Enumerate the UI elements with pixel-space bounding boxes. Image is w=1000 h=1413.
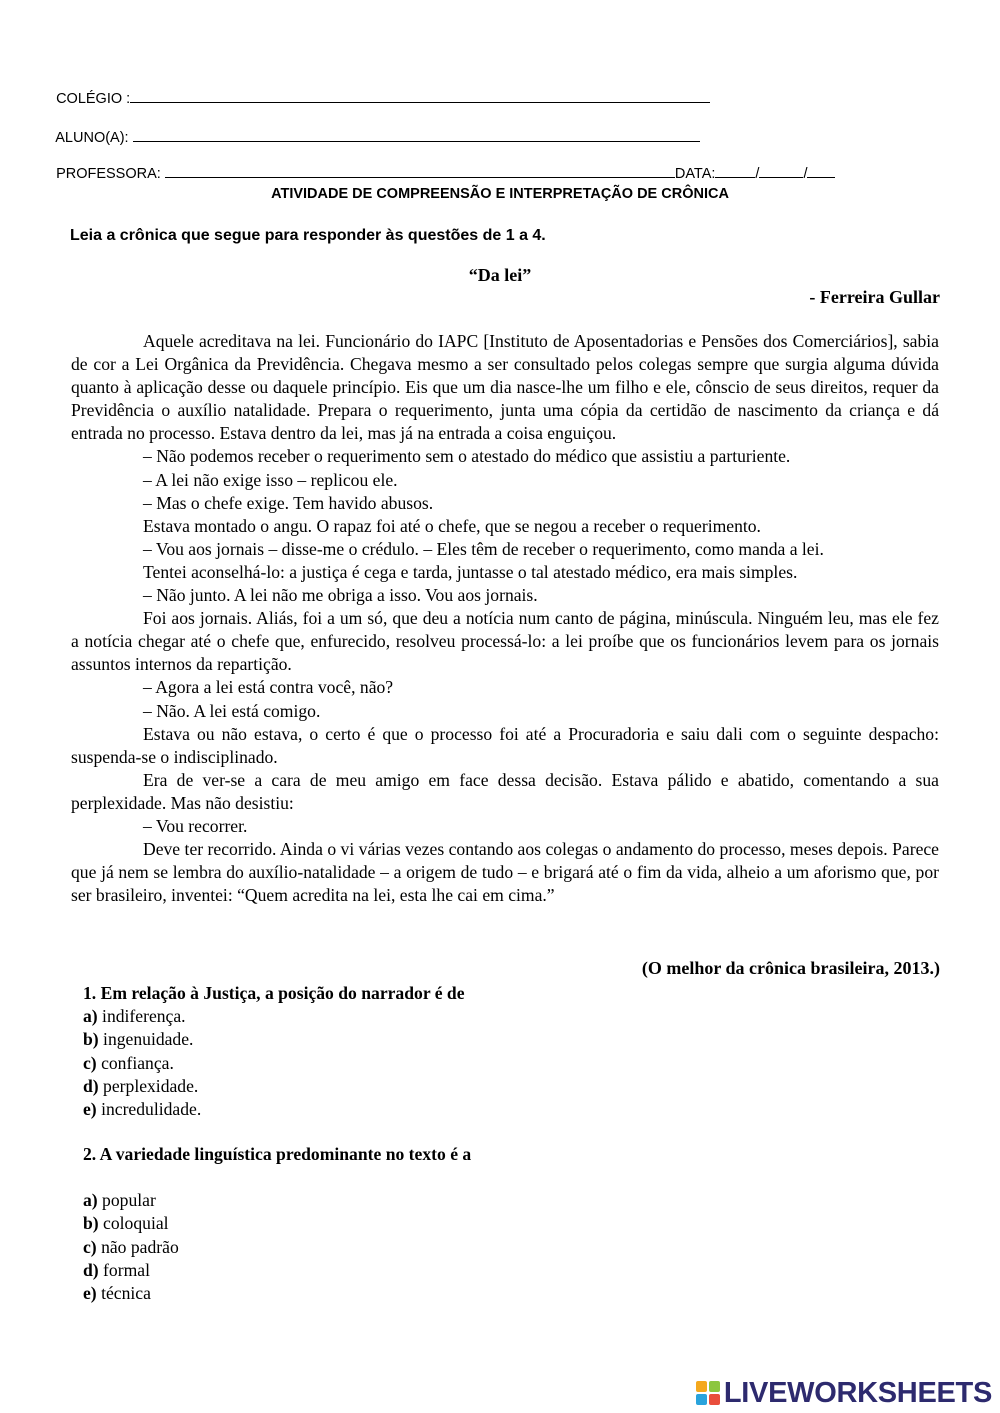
option-text: coloquial	[98, 1213, 169, 1234]
option-letter: a)	[83, 1190, 98, 1211]
question-stem: 2. A variedade linguística predominante no texto é a	[83, 1144, 472, 1164]
logo-text: LIVEWORKSHEETS	[723, 1376, 992, 1409]
option-text: técnica	[96, 1283, 151, 1304]
option-text: ingenuidade.	[98, 1029, 194, 1050]
chronicle-paragraph: – Não podemos receber o requerimento sem o atestado do médico que assistiu a parturiente.	[143, 446, 791, 467]
option-e[interactable]	[83, 1282, 471, 1305]
option-d[interactable]	[83, 1075, 465, 1098]
chronicle-paragraph: – A lei não exige isso – replicou ele.	[143, 469, 398, 490]
chronicle-title: “Da lei”	[468, 265, 532, 285]
chronicle-paragraph: Era de ver-se a cara de meu amigo em face dessa decisão. Estava pálido e abatido, comentando a sua perplexidade. Mas não desistiu:	[71, 769, 939, 813]
date-label: DATA:	[674, 166, 716, 182]
student-label: ALUNO(A):	[55, 130, 129, 146]
option-letter: d)	[83, 1259, 99, 1280]
logo-tile	[696, 1381, 707, 1392]
chronicle-paragraph: – Não. A lei está comigo.	[143, 700, 321, 721]
option-letter: c)	[83, 1052, 97, 1073]
option-text: popular	[97, 1190, 156, 1211]
option-text: incredulidade.	[96, 1099, 202, 1120]
date-day-blank[interactable]	[715, 164, 755, 178]
chronicle-paragraph: Foi aos jornais. Aliás, foi a um só, que deu a notícia num canto de página, minúscula. Ninguém leu, mas ele fez a notícia chegar até o chefe que, enfurecido, resolveu processá-lo: a lei proíbe que os funcionários levem para os jornais assuntos internos da repartição.	[71, 608, 939, 675]
student-field	[48, 112, 700, 146]
chronicle-paragraph: – Vou aos jornais – disse-me o crédulo. – Eles têm de receber o requerimento, como manda a lei.	[143, 538, 824, 559]
chronicle-paragraph: – Agora a lei está contra você, não?	[143, 677, 394, 698]
chronicle-paragraph: Deve ter recorrido. Ainda o vi várias vezes contando aos colegas o andamento do processo, meses depois. Parece que já nem se lembra do auxílio-natalidade – a origem de tudo – e brigará até o fim da vida, alheio a um aforismo que, por ser brasileiro, inventei: “Quem acredita na lei, esta lhe cai em cima.”	[71, 839, 939, 906]
option-text: confiança.	[96, 1052, 174, 1073]
logo-tile	[709, 1381, 720, 1392]
option-letter: e)	[83, 1283, 97, 1304]
question-stem: 1. Em relação à Justiça, a posição do narrador é de	[83, 983, 465, 1003]
chronicle-body	[71, 330, 939, 907]
liveworksheets-logo[interactable]	[696, 1376, 992, 1410]
option-letter: c)	[83, 1236, 97, 1257]
option-a[interactable]	[83, 1005, 465, 1028]
chronicle-author: - Ferreira Gullar	[809, 287, 940, 307]
chronicle-source: (O melhor da crônica brasileira, 2013.)	[641, 958, 940, 978]
chronicle-paragraph: Estava ou não estava, o certo é que o processo foi até a Procuradoria e saiu dali com o seguinte despacho: suspenda-se o indisciplinado.	[71, 723, 939, 767]
activity-title: ATIVIDADE DE COMPREENSÃO E INTERPRETAÇÃO DE CRÔNICA	[271, 186, 729, 202]
school-label: COLÉGIO :	[56, 91, 131, 107]
chronicle-paragraph: Tentei aconselhá-lo: a justiça é cega e tarda, juntasse o tal atestado médico, era mais simples.	[143, 561, 798, 582]
school-field	[48, 73, 710, 107]
logo-mark-icon	[696, 1381, 720, 1405]
option-b[interactable]	[83, 1028, 465, 1051]
chronicle-paragraph: Estava montado o angu. O rapaz foi até o chefe, que se negou a receber o requerimento.	[143, 515, 761, 536]
option-text: não padrão	[96, 1236, 179, 1257]
date-separator-2: /	[803, 166, 808, 182]
question-2	[83, 1143, 471, 1305]
date-separator-1: /	[755, 166, 760, 182]
option-c[interactable]	[83, 1236, 471, 1259]
chronicle-paragraph: – Mas o chefe exige. Tem havido abusos.	[143, 492, 434, 513]
option-d[interactable]	[83, 1259, 471, 1282]
option-letter: a)	[83, 1006, 98, 1027]
option-text: formal	[98, 1259, 150, 1280]
option-text: indiferença.	[97, 1006, 186, 1027]
teacher-date-field	[48, 148, 835, 182]
date-month-blank[interactable]	[759, 164, 803, 178]
school-blank[interactable]	[130, 89, 710, 103]
option-b[interactable]	[83, 1212, 471, 1235]
logo-tile	[709, 1394, 720, 1405]
chronicle-paragraph: – Vou recorrer.	[143, 815, 248, 836]
option-a[interactable]	[83, 1189, 471, 1212]
teacher-label: PROFESSORA:	[56, 166, 161, 182]
logo-tile	[696, 1394, 707, 1405]
option-letter: b)	[83, 1029, 99, 1050]
option-e[interactable]	[83, 1098, 465, 1121]
chronicle-paragraph: Aquele acreditava na lei. Funcionário do IAPC [Instituto de Aposentadorias e Pensões dos Comerciários], sabia de cor a Lei Orgânica da Previdência. Chegava mesmo a ser consultado pelos colegas sempre que surgia alguma dúvida quanto à aplicação desse ou daquele princípio. Eis que um dia nasce-lhe um filho e ele, cônscio de seus direitos, requer da Previdência o auxílio natalidade. Prepara o requerimento, junta uma cópia da certidão de nascimento da criança e dá entrada no processo. Estava dentro da lei, mas já na entrada a coisa enguiçou.	[71, 331, 939, 444]
teacher-blank[interactable]	[165, 164, 675, 178]
option-letter: e)	[83, 1099, 97, 1120]
chronicle-paragraph: – Não junto. A lei não me obriga a isso. Vou aos jornais.	[143, 585, 538, 606]
date-year-blank[interactable]	[807, 164, 835, 178]
option-c[interactable]	[83, 1052, 465, 1075]
option-text: perplexidade.	[98, 1075, 199, 1096]
question-1	[83, 982, 465, 1121]
student-blank[interactable]	[133, 128, 700, 142]
instructions: Leia a crônica que segue para responder às questões de 1 a 4.	[70, 227, 546, 244]
option-letter: b)	[83, 1213, 99, 1234]
option-letter: d)	[83, 1075, 99, 1096]
